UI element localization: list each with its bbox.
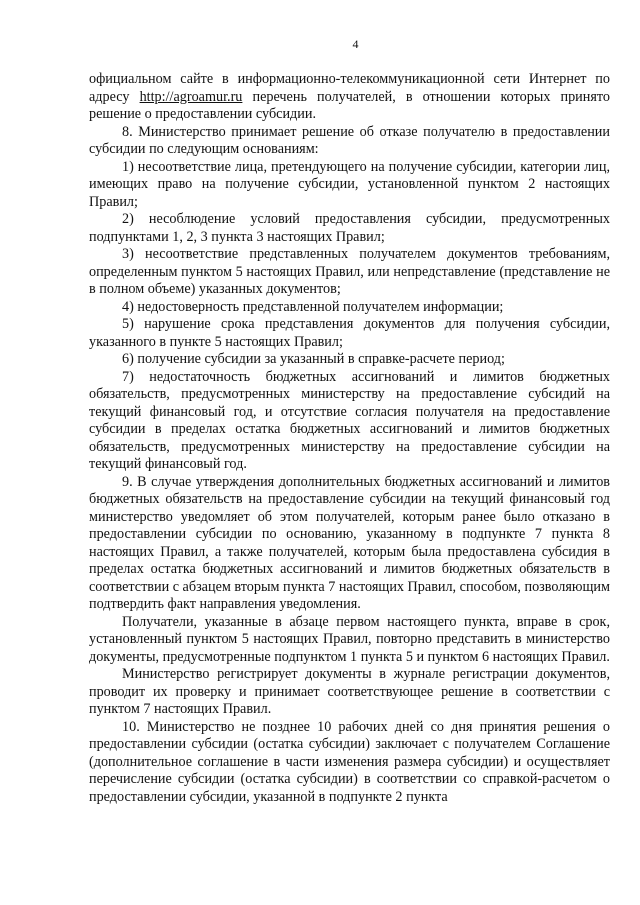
clause-10: 10. Министерство не позднее 10 рабочих дней со дня принятия решения о предоставлении субсидии (остатка субсидии) заключает с получателем Соглашение (дополнительное соглашение в части изменения размера субсидии) и осуществляет перечисление субсидии (остатка субсидии) в соответствии со справкой-расчетом о предоставлении субсидии, указанной в подпункте 2 пункта: [89, 718, 610, 805]
subclause-6: 6) получение субсидии за указанный в справке-расчете период;: [122, 351, 505, 367]
paragraph-intro: [89, 71, 610, 124]
subclause-5: 5) нарушение срока представления документов для получения субсидии, указанного в пункте 5 настоящих Правил;: [89, 316, 610, 350]
clause-9: 9. В случае утверждения дополнительных бюджетных ассигнований и лимитов бюджетных обязательств на предоставление субсидии на текущий финансовый год министерство уведомляет об этом получателей, которым ранее было отказано в предоставлении субсидии по основанию, указанному в подпункте 7 пункта 8 настоящих Правил, а также получателей, которым была предоставлена субсидия в пределах остатка бюджетных ассигнований и лимитов бюджетных обязательств в соответствии с абзацем вторым пункта 7 настоящих Правил, способом, позволяющим подтвердить факт направления уведомления.: [89, 473, 610, 612]
subclause-3: 3) несоответствие представленных получателем документов требованиям, определенным пунктом 5 настоящих Правил, или непредставление (представление не в полном объеме) указанных документов;: [89, 246, 610, 297]
clause-8: 8. Министерство принимает решение об отказе получателю в предоставлении субсидии по следующим основаниям:: [89, 123, 610, 157]
subclause-4: 4) недостоверность представленной получателем информации;: [122, 298, 504, 315]
clause-9-paragraph-3: Министерство регистрирует документы в журнале регистрации документов, проводит их проверку и принимает соответствующее решение в соответствии с пунктом 7 настоящих Правил.: [89, 666, 610, 717]
subclause-7: 7) недостаточность бюджетных ассигнований и лимитов бюджетных обязательств, предусмотренных министерству на предоставление субсидий на текущий финансовый год, и отсутствие согласия получателя на предоставление субсидии в пределах остатка бюджетных ассигнований и лимитов бюджетных обязательств, предусмотренных министерству на предоставление субсидии на текущий финансовый год.: [89, 368, 610, 472]
paragraph-intro-tail: перечень получателей, в отношении которых принято решение о предоставлении субсидии.: [89, 88, 611, 122]
clause-9-paragraph-2: Получатели, указанные в абзаце первом настоящего пункта, вправе в срок, установленный пунктом 5 настоящих Правил, повторно представить в министерство документы, предусмотренные подпунктом 1 пункта 5 и пунктом 6 настоящих Правил.: [89, 613, 610, 665]
website-link[interactable]: http://agroamur.ru: [139, 88, 243, 105]
subclause-1: 1) несоответствие лица, претендующего на получение субсидии, категории лиц, имеющих право на получение субсидии, установленной пунктом 2 настоящих Правил;: [89, 158, 610, 210]
subclause-2: 2) несоблюдение условий предоставления субсидии, предусмотренных подпунктами 1, 2, 3 пункта 3 настоящих Правил;: [89, 211, 610, 245]
page-number: 4: [352, 37, 359, 51]
paragraph-intro-text: официальном сайте в информационно-телекоммуникационной сети Интернет по адресу: [89, 71, 610, 105]
